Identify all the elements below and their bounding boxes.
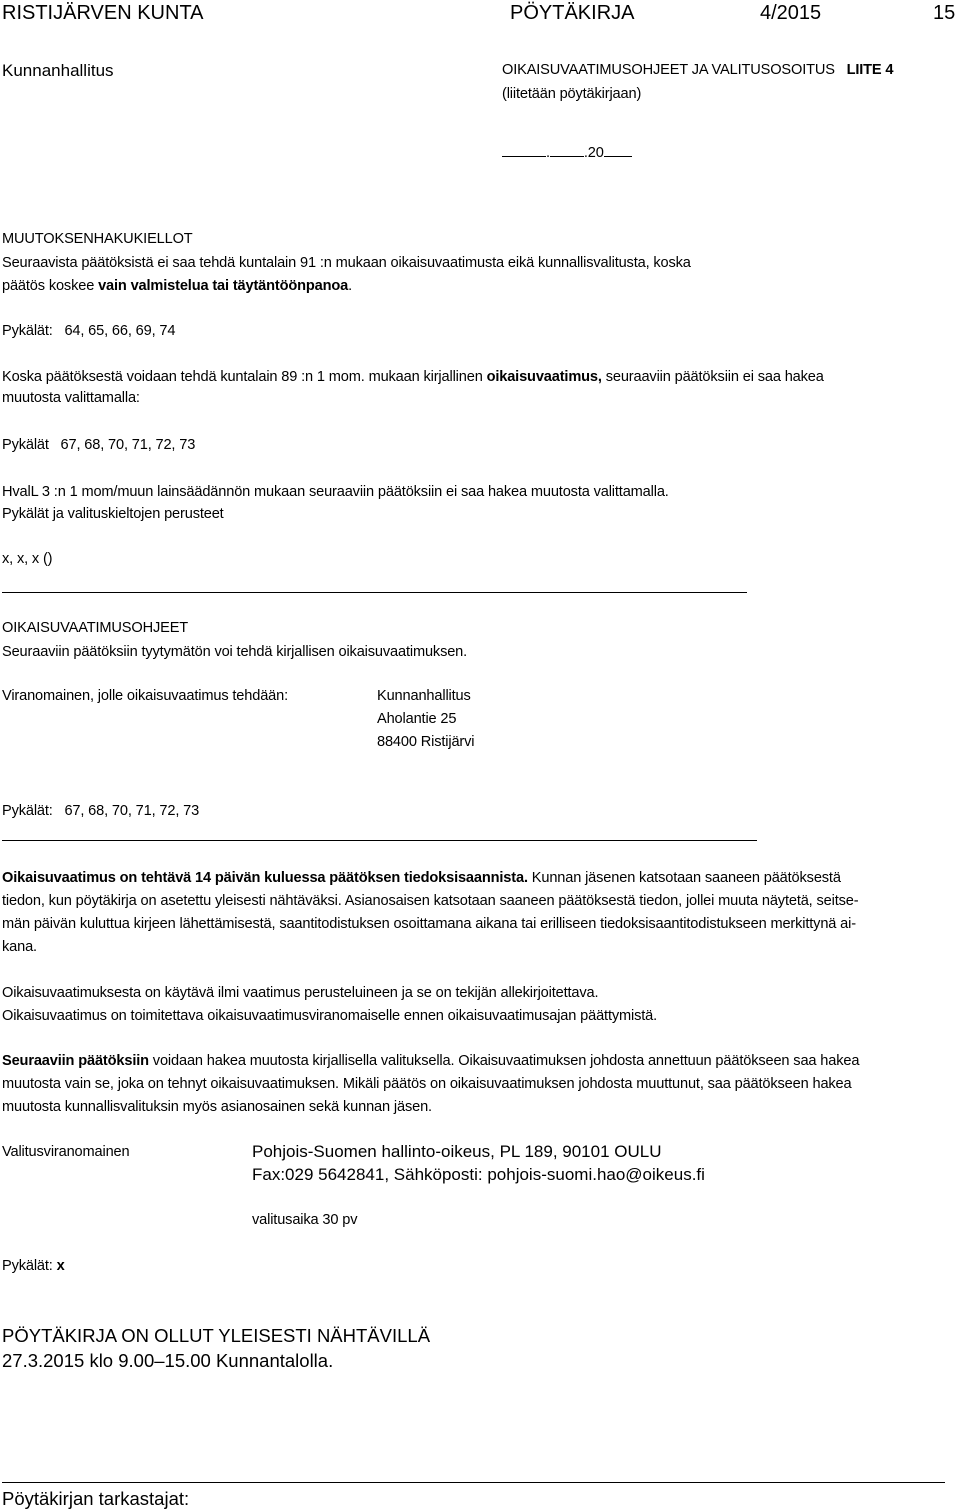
date-line (502, 140, 632, 161)
divider-line-2 (2, 840, 757, 841)
instructions-sections (2, 803, 199, 819)
ban-line-2-post: . (348, 278, 353, 294)
authority-street: Aholantie 25 (377, 711, 457, 727)
attachment-title-text: OIKAISUVAATIMUSOHJEET JA VALITUSOSOITUS (502, 62, 835, 78)
month-blank (550, 140, 584, 157)
appeal-sections-label: Pykälät: (2, 1258, 53, 1274)
appeal-authority-label: Valitusviranomainen (2, 1144, 130, 1160)
hvall-line-3: x, x, x () (2, 551, 53, 567)
hvall-line-1: HvalL 3 :n 1 mom/muun lainsäädännön mukaan seuraaviin päätöksiin ei saa hakea muutosta valittamalla. (2, 484, 669, 500)
written-line-2: muutosta valittamalla: (2, 390, 140, 406)
appeal-line-1 (2, 1053, 859, 1069)
reviewers-label: Pöytäkirjan tarkastajat: (2, 1488, 190, 1509)
instructions-heading: OIKAISUVAATIMUSOHJEET (2, 620, 189, 636)
appeal-sections-value: x (56, 1258, 65, 1274)
ban-line-2 (2, 278, 352, 294)
divider-line (2, 592, 747, 593)
footer-rule (2, 1482, 945, 1483)
appeal-line-1-rest: voidaan hakea muutosta kirjallisella valituksella. Oikaisuvaatimuksen johdosta annettuun päätökseen saa hakea (148, 1053, 860, 1069)
deadline-line-1-bold: Oikaisuvaatimus on tehtävä 14 päivän kuluessa päätöksen tiedoksisaannista. (2, 870, 528, 886)
deadline-line-4: kana. (2, 939, 37, 955)
day-blank (502, 140, 546, 157)
court-contact: Fax:029 5642841, Sähköposti: pohjois-suomi.hao@oikeus.fi (252, 1165, 705, 1184)
public-notice-line-1: PÖYTÄKIRJA ON OLLUT YLEISESTI NÄHTÄVILLÄ (2, 1325, 431, 1346)
written-sections-value: 67, 68, 70, 71, 72, 73 (60, 437, 196, 453)
appeal-line-2: muutosta vain se, joka on tehnyt oikaisuvaatimuksen. Mikäli päätös on oikaisuvaatimuksen johdosta muuttunut, saa päätökseen hakea (2, 1076, 852, 1092)
form-line-1: Oikaisuvaatimuksesta on käytävä ilmi vaatimus perusteluineen ja se on tekijän allekirjoitettava. (2, 985, 599, 1001)
ban-line-2-pre: päätös koskee (2, 278, 99, 294)
attachment-note: (liitetään pöytäkirjaan) (502, 86, 642, 102)
date-year: .20 (583, 145, 604, 161)
governing-body: Kunnanhallitus (2, 61, 114, 80)
form-line-2: Oikaisuvaatimus on toimitettava oikaisuvaatimusviranomaiselle ennen oikaisuvaatimusajan päättymistä. (2, 1008, 658, 1024)
written-line-1-post: seuraaviin päätöksiin ei saa hakea (601, 369, 824, 385)
ban-sections (2, 323, 175, 339)
written-sections (2, 437, 195, 453)
deadline-line-1 (2, 870, 841, 886)
written-line-1-bold: oikaisuvaatimus, (486, 369, 602, 385)
written-line-1-pre: Koska päätöksestä voidaan tehdä kuntalain 89 :n 1 mom. mukaan kirjallinen (2, 369, 487, 385)
appeal-period: valitusaika 30 pv (252, 1212, 358, 1228)
deadline-line-2: tiedon, kun pöytäkirja on asetettu yleisesti nähtäväksi. Asianosaisen katsotaan saaneen päätöksestä tiedon, jollei muuta näytetä, seitse- (2, 893, 859, 909)
public-notice-line-2: 27.3.2015 klo 9.00–15.00 Kunnantalolla. (2, 1350, 334, 1371)
municipality-name: RISTIJÄRVEN KUNTA (2, 2, 204, 24)
page-number: 15 (933, 2, 956, 24)
ban-sections-value: 64, 65, 66, 69, 74 (64, 323, 176, 339)
appeal-line-1-bold: Seuraaviin päätöksiin (2, 1053, 149, 1069)
deadline-line-3: män päivän kuluttua kirjeen lähettämisestä, saantitodistuksen osoittamana aikana tai erilliseen tiedoksisaantitodistukseen merkittynä ai- (2, 916, 856, 932)
instructions-sections-label: Pykälät: (2, 803, 53, 819)
attachment-label: LIITE 4 (846, 62, 894, 78)
authority-city: 88400 Ristijärvi (377, 734, 475, 750)
document-number: 4/2015 (760, 2, 822, 24)
deadline-line-1-rest: Kunnan jäsenen katsotaan saaneen päätöksestä (527, 870, 841, 886)
instructions-sections-value: 67, 68, 70, 71, 72, 73 (64, 803, 200, 819)
court-address: Pohjois-Suomen hallinto-oikeus, PL 189, 90101 OULU (252, 1142, 662, 1161)
document-type: PÖYTÄKIRJA (510, 2, 635, 24)
written-sections-label: Pykälät (2, 437, 49, 453)
written-line-1 (2, 369, 824, 385)
ban-line-2-bold: vain valmistelua tai täytäntöönpanoa (98, 278, 349, 294)
date-separator: . (546, 145, 550, 161)
authority-name: Kunnanhallitus (377, 688, 471, 704)
appeal-line-3: muutosta kunnallisvalituksin myös asianosainen sekä kunnan jäsen. (2, 1099, 432, 1115)
hvall-line-2: Pykälät ja valituskieltojen perusteet (2, 506, 224, 522)
year-blank (604, 140, 632, 157)
ban-sections-label: Pykälät: (2, 323, 53, 339)
authority-label: Viranomainen, jolle oikaisuvaatimus tehdään: (2, 688, 288, 704)
ban-line-1: Seuraavista päätöksistä ei saa tehdä kuntalain 91 :n mukaan oikaisuvaatimusta eikä kunnallisvalitusta, koska (2, 255, 691, 271)
attachment-title (502, 62, 893, 78)
instructions-intro: Seuraaviin päätöksiin tyytymätön voi tehdä kirjallisen oikaisuvaatimuksen. (2, 644, 468, 660)
appeal-sections (2, 1258, 65, 1274)
ban-heading: MUUTOKSENHAKUKIELLOT (2, 231, 193, 247)
